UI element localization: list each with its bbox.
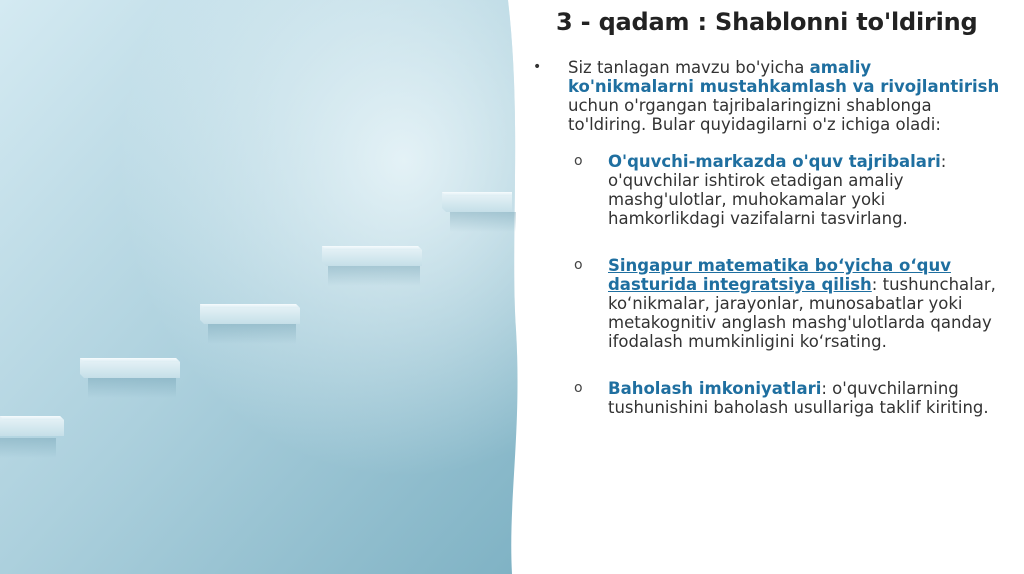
intro-highlight: amaliy ko'nikmalarni mustahkamlash va rivojlantirish — [568, 58, 1000, 96]
sub-item-heading: O'quvchi-markazda o'quv tajribalari — [608, 152, 941, 171]
step-4 — [322, 246, 422, 286]
circle-bullet-icon: o — [574, 257, 583, 273]
bullet-icon: • — [533, 59, 542, 75]
sub-item-separator: : — [940, 152, 947, 171]
intro-text-after: uchun o'rgangan tajribalaringizni shablonga to'ldiring. Bular quyidagilarni o'z ichiga oladi: — [568, 96, 941, 134]
sub-item-learner-centred — [522, 152, 1002, 228]
sub-item-heading: Baholash imkoniyatlari — [608, 379, 822, 398]
sub-item-separator: : — [821, 379, 827, 398]
intro-bullet — [522, 58, 1002, 134]
slide-content — [522, 58, 1002, 445]
step-5 — [442, 192, 516, 232]
sub-item-assessment — [522, 379, 1002, 417]
sub-item-singapore-math — [522, 256, 1002, 351]
circle-bullet-icon: o — [574, 153, 583, 169]
sub-item-text: tushunchalar, ko‘nikmalar, jarayonlar, munosabatlar yoki metakognitiv anglash mashg'ulotlarda qanday ifodalash mumkinligini ko‘rsating. — [608, 275, 996, 351]
sub-list — [522, 152, 1002, 417]
slide-title: 3 - qadam : Shablonni to'ldiring — [556, 8, 978, 36]
intro-text-before: Siz tanlagan mavzu bo'yicha — [568, 58, 810, 77]
sub-item-separator: : — [871, 275, 878, 294]
circle-bullet-icon: o — [574, 380, 583, 396]
step-3 — [200, 304, 300, 344]
step-2 — [80, 358, 180, 398]
sub-item-text: o'quvchilarning tushunishini baholash usullariga taklif kiriting. — [608, 379, 989, 417]
sub-item-text: o'quvchilar ishtirok etadigan amaliy mashg'ulotlar, muhokamalar yoki hamkorlikdagi vazifalarni tasvirlang. — [608, 171, 908, 228]
sub-item-heading: Singapur matematika bo‘yicha o‘quv dasturida integratsiya qilish — [608, 256, 951, 294]
